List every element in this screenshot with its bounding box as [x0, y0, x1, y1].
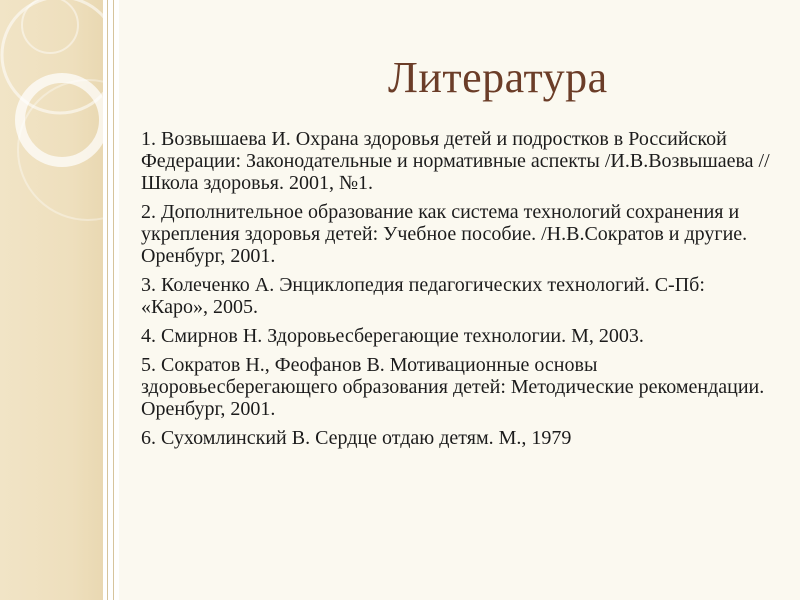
reference-item: 1. Возвышаева И. Охрана здоровья детей и подростков в Российской Федерации: Законодательные и нормативные аспекты /И.В.Возвышаева //Школа здоровья. 2001, №1. — [141, 128, 770, 194]
reference-list — [141, 128, 771, 456]
reference-item: 2. Дополнительное образование как система технологий сохранения и укрепления здоровья детей: Учебное пособие. /Н.В.Сократов и другие. Оренбург, 2001. — [141, 201, 748, 267]
reference-item: 4. Смирнов Н. Здоровьесберегающие технологии. М, 2003. — [141, 325, 644, 347]
slide-title: Литература — [388, 53, 608, 102]
reference-item: 5. Сократов Н., Феофанов В. Мотивационные основы здоровьесберегающего образования детей: Методические рекомендации. Оренбург, 2001. — [141, 354, 765, 420]
divider-line — [113, 0, 114, 600]
decorative-circles — [0, 0, 103, 600]
divider-line — [107, 0, 108, 600]
decorative-band — [0, 0, 103, 600]
reference-item: 3. Колеченко А. Энциклопедия педагогических технологий. С-Пб: «Каро», 2005. — [141, 274, 705, 318]
reference-item: 6. Сухомлинский В. Сердце отдаю детям. М., 1979 — [141, 427, 572, 449]
